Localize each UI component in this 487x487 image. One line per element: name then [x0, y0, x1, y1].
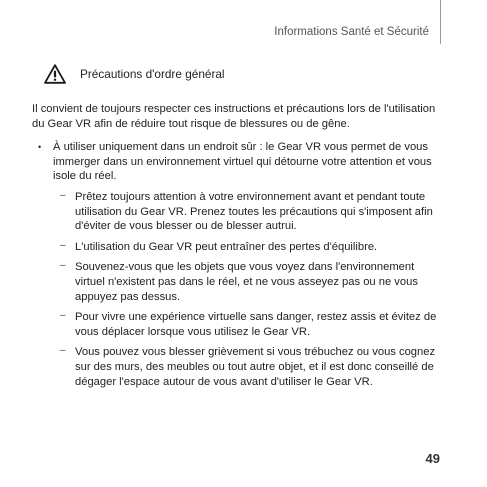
header-title: Informations Santé et Sécurité	[274, 26, 429, 38]
section-title: Précautions d'ordre général	[80, 67, 225, 81]
sub-item	[32, 260, 442, 304]
intro-paragraph: Il convient de toujours respecter ces instructions et précautions lors de l'utilisation du Gear VR afin de réduire tout risque de blessures ou de gêne.	[32, 103, 436, 130]
bullet-text: À utiliser uniquement dans un endroit sûr : le Gear VR vous permet de vous immerger dans un environnement virtuel qui détourne votre attention et vous isole du réel.	[53, 141, 432, 183]
dash-marker: –	[60, 310, 66, 322]
sub-item-text: Prêtez toujours attention à votre environnement avant et pendant toute utilisation du Gear VR. Prenez toutes les précautions qui s'imposent afin d'éviter de vous blesser ou de blesser autrui.	[75, 190, 433, 233]
sub-item-text: L'utilisation du Gear VR peut entraîner des pertes d'équilibre.	[75, 240, 378, 253]
sub-list	[32, 190, 442, 389]
page-number: 49	[425, 451, 440, 466]
sub-item	[32, 190, 442, 234]
bullet-item	[32, 140, 442, 184]
sub-item	[32, 240, 442, 255]
sub-item	[32, 345, 442, 389]
warning-triangle-icon	[44, 64, 66, 84]
dash-marker: –	[60, 345, 66, 357]
dash-marker: –	[60, 239, 66, 251]
header-divider	[440, 0, 441, 44]
section-heading	[44, 64, 225, 84]
sub-item-text: Souvenez-vous que les objets que vous voyez dans l'environnement virtuel n'existent pas dans le réel, et ne vous asseyez pas ou ne vous appuyez pas dessus.	[75, 261, 418, 303]
sub-item-text: Pour vivre une expérience virtuelle sans danger, restez assis et évitez de vous déplacer lorsque vous utilisez le Gear VR.	[75, 311, 437, 338]
sub-item-text: Vous pouvez vous blesser grièvement si vous trébuchez ou vous cognez sur des murs, des meubles ou tout autre objet, et il est donc conseillé de dégager l'espace autour de vous avant d'utiliser le Gear VR.	[75, 346, 436, 388]
content	[32, 102, 442, 395]
dash-marker: –	[60, 189, 66, 201]
bullet-marker: •	[38, 142, 42, 153]
dash-marker: –	[60, 260, 66, 272]
sub-item	[32, 310, 442, 339]
